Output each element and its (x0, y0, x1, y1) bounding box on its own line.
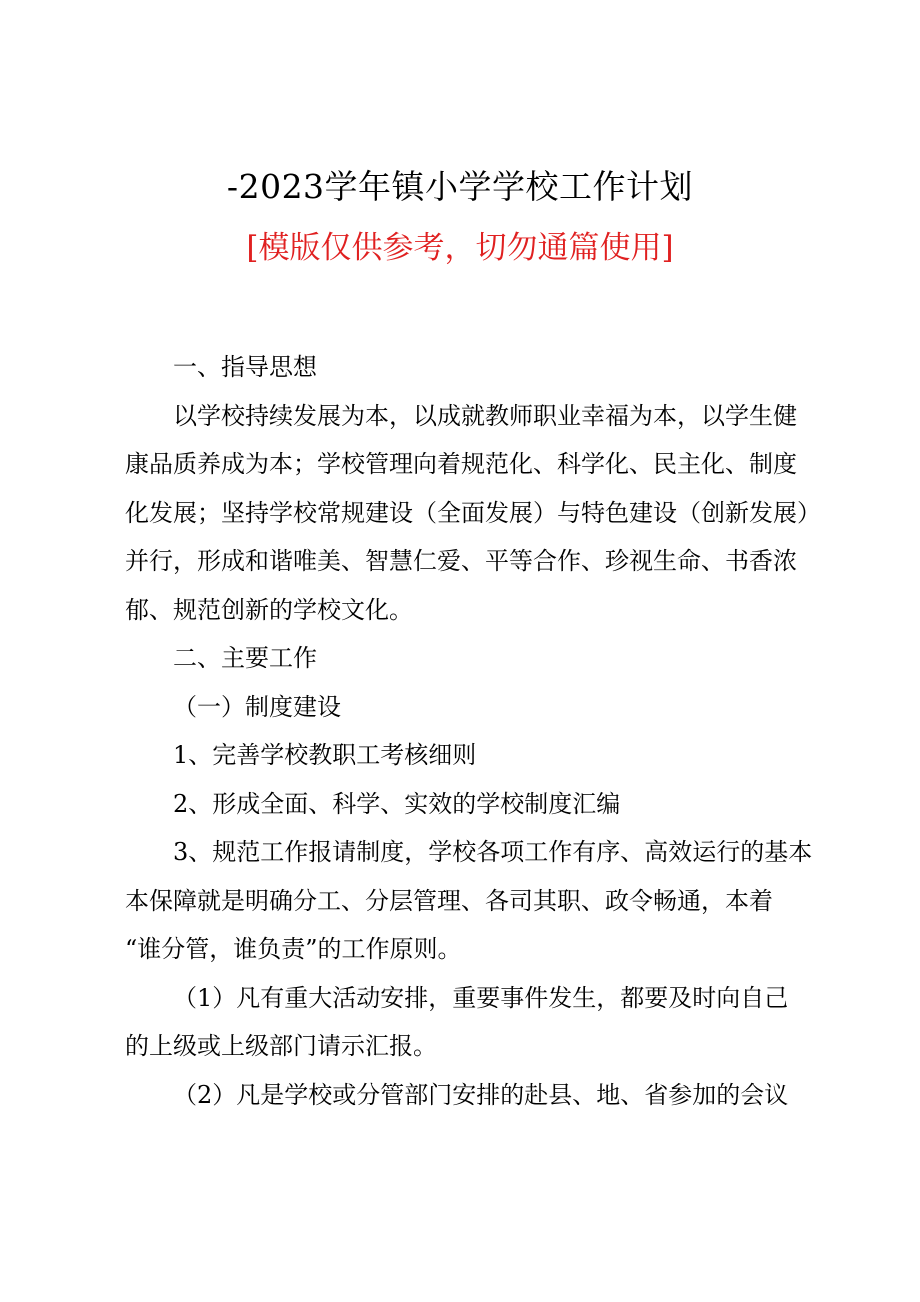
paragraph-line: 并行，形成和谐唯美、智慧仁爱、平等合作、珍视生命、书香浓 (125, 547, 797, 575)
document-title: -2023学年镇小学学校工作计划 (226, 167, 694, 206)
list-item: 1、完善学校教职工考核细则 (173, 741, 477, 769)
section-heading: 一、指导思想 (173, 353, 317, 381)
paragraph-line: 本保障就是明确分工、分层管理、各司其职、政令畅通，本着 (125, 886, 773, 915)
paragraph-line: 郁、规范创新的学校文化。 (125, 595, 413, 624)
subsection-heading: （一）制度建设 (173, 692, 341, 721)
list-item: 2、形成全面、科学、实效的学校制度汇编 (173, 789, 621, 818)
paragraph-line: “谁分管，谁负责”的工作原则。 (125, 935, 462, 963)
document-body (125, 343, 821, 1119)
paragraph-line: 以学校持续发展为本，以成就教师职业幸福为本，以学生健 (173, 401, 797, 430)
paragraph-line: 的上级或上级部门请示汇报。 (125, 1032, 437, 1060)
list-item: （1）凡有重大活动安排，重要事件发生，都要及时向自己 (173, 983, 789, 1012)
list-item: 3、规范工作报请制度，学校各项工作有序、高效运行的基本 (173, 838, 813, 866)
template-notice: [模版仅供参考，切勿通篇使用] (246, 230, 674, 266)
paragraph-line: 化发展；坚持学校常规建设（全面发展）与特色建设（创新发展） (125, 498, 821, 527)
list-item: （2）凡是学校或分管部门安排的赴县、地、省参加的会议 (173, 1080, 789, 1109)
paragraph-line: 康品质养成为本；学校管理向着规范化、科学化、民主化、制度 (125, 450, 797, 478)
section-heading: 二、主要工作 (173, 644, 317, 672)
